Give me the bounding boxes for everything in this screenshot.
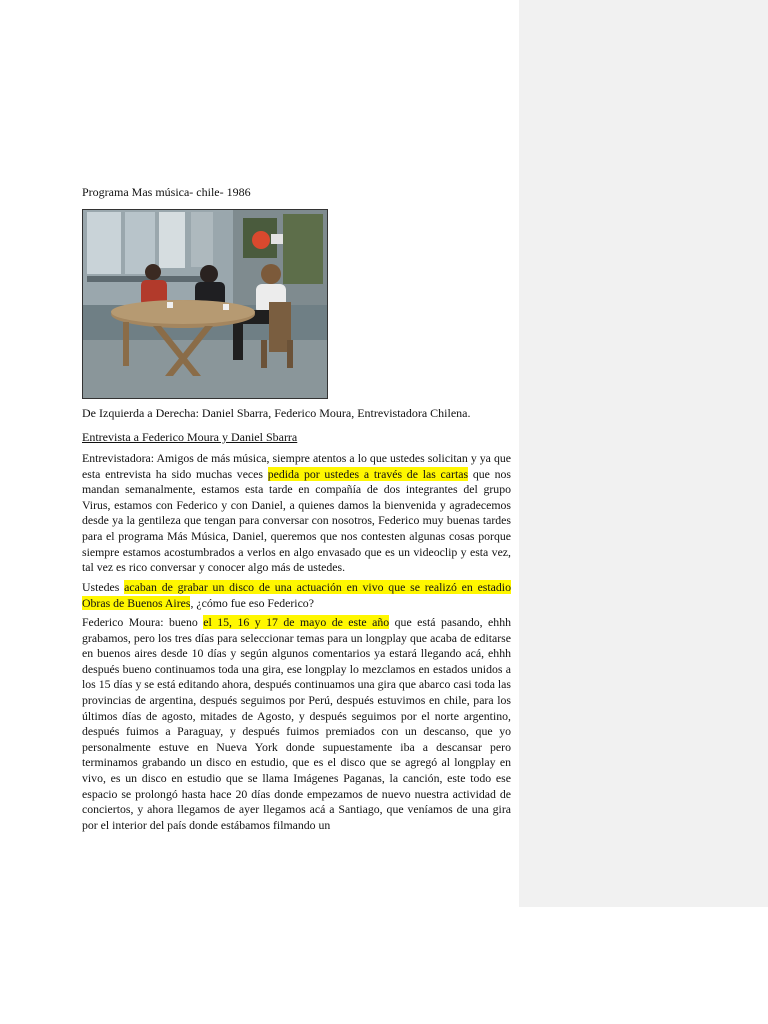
text-run: , ¿cómo fue eso Federico? bbox=[190, 595, 314, 610]
text-run: Entrevistadora: Amigos de más música, siempre atentos a lo que ustedes solicitan y ya que esta entrevista ha sido muchas veces bbox=[82, 451, 511, 481]
document-title: Programa Mas música- chile- 1986 bbox=[82, 185, 251, 199]
text-run: Ustedes bbox=[82, 580, 125, 594]
text-run: que nos mandan semanalmente, estamos esta tarde en compañía de dos integrantes del grupo Virus, estamos con Federico y con Daniel, a quienes damos la bienvenida y agradecemos desde ya la gentileza que tengan para conversar con nosotros, Federico muy buenas tardes para el programa Más Música, Daniel, queremos que nos contesten algunas cosas porque siempre estamos acostumbrados a verlos en algo envasado que es un videoclip y esta vez, tal vez es rico conversar y conocer algo más de ustedes. bbox=[82, 466, 511, 575]
text-run: Federico Moura: bueno bbox=[82, 615, 204, 629]
interview-subtitle: Entrevista a Federico Moura y Daniel Sbarra bbox=[82, 430, 298, 444]
paragraph-interviewer-question bbox=[82, 580, 511, 611]
highlighted-text: acaban de grabar un disco de una actuación en vivo que se realizó en estadio Obras de Buenos Aires bbox=[82, 580, 511, 610]
comment-pane bbox=[519, 0, 768, 907]
paragraph-federico-answer bbox=[82, 615, 511, 833]
text-run: que está pasando, ehhh grabamos, pero los tres días para seleccionar temas para un longplay que acaba de editarse en buenos aires desde 10 días y según algunos comentarios ya estará llegando acá, ehhh después bueno continuamos toda una gira, ese longplay lo mezclamos en estados unidos a los 15 días y se está editando ahora, después continuamos una gira que abarco casi toda las provincias de argentina, después seguimos por Perú, después estuvimos en chile, para los últimos días de agosto, mitades de Agosto, y después seguimos por el norte argentino, después fuimos a Paraguay, y después fuimos premiados con un descanso, que yo personalmente estuve en Nueva York donde supuestamente iba a descansar pero terminamos grabando un disco en estudio, que es el disco que se agregó al longplay en vivo, es un disco en estudio que se llama Imágenes Paganas, la canción, este todo ese espacio se prolongó hasta hace 20 días donde empezamos de nuevo nuestra actividad de conciertos, y ahora llegamos de ayer llegamos acá a Santiago, que veníamos de una gira por el interior del país donde estábamos filmando un bbox=[82, 615, 511, 832]
photo-caption: De Izquierda a Derecha: Daniel Sbarra, Federico Moura, Entrevistadora Chilena. bbox=[82, 406, 471, 420]
highlighted-text: el 15, 16 y 17 de mayo de este año bbox=[203, 615, 390, 629]
highlighted-text: pedida por ustedes a través de las cartas bbox=[267, 466, 469, 481]
interview-photo bbox=[82, 209, 328, 399]
paragraph-interviewer-intro bbox=[82, 451, 511, 576]
